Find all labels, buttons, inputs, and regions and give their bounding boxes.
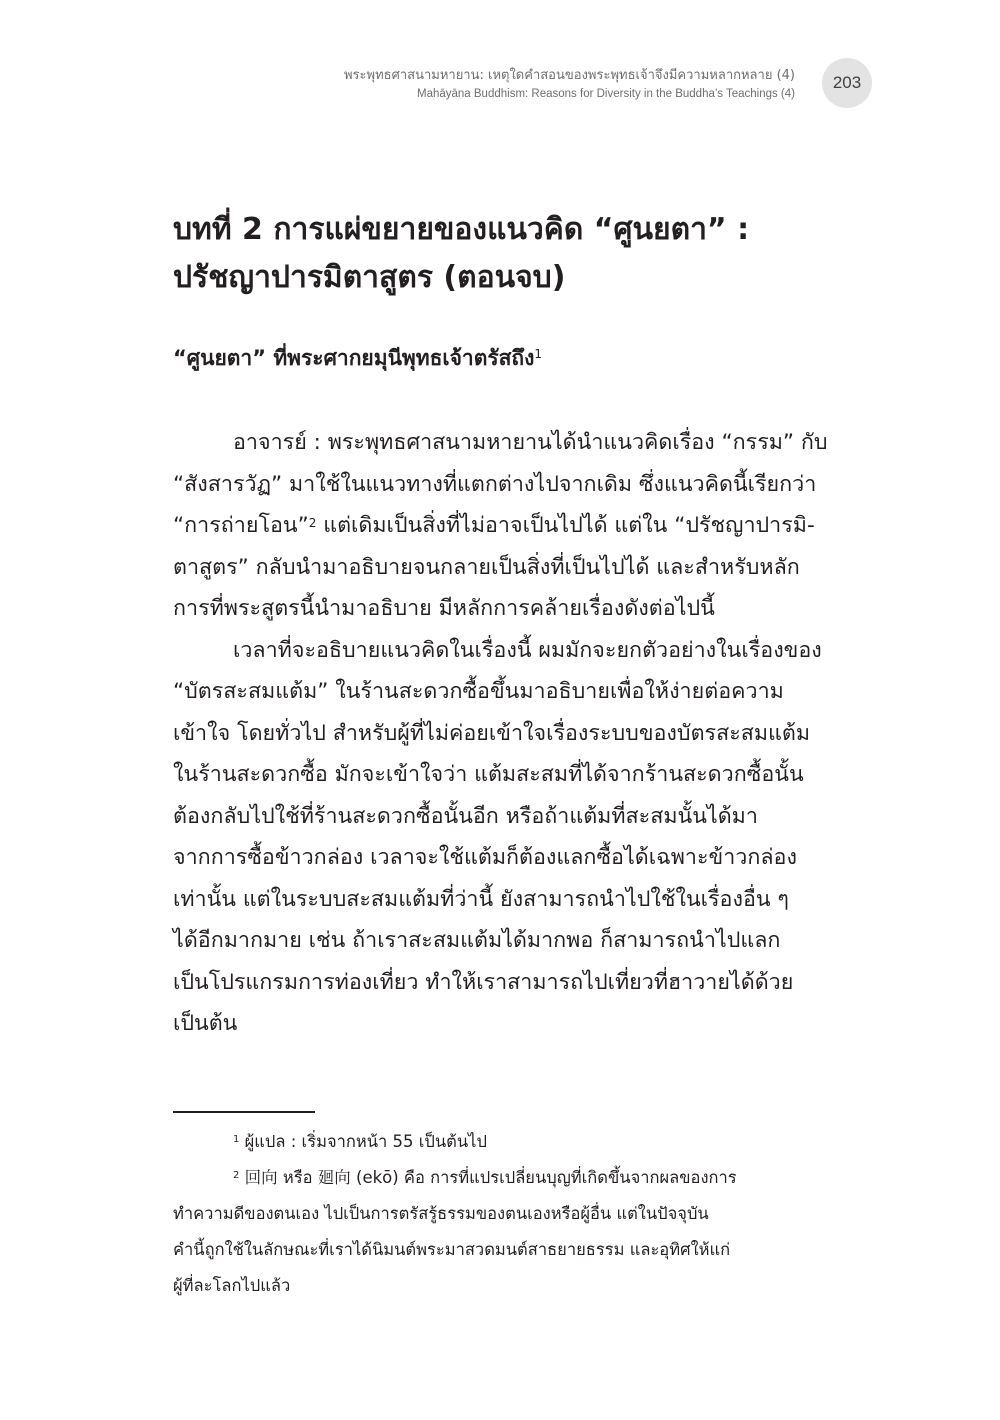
footnote-2-line-4: ผู้ที่ละโลกไปแล้ว	[173, 1276, 291, 1295]
paragraph-2-line-10: เป็นต้น	[173, 1011, 238, 1036]
footnote-2-line-3: คำนี้ถูกใช้ในลักษณะที่เราได้นิมนต์พระมาสวดมนต์สาธยายธรรม และอุทิศให้แก่	[173, 1240, 731, 1259]
section-heading-text: “ศูนยตา” ที่พระศากยมุนีพุทธเจ้าตรัสถึง	[173, 346, 535, 370]
footnote-1	[173, 1124, 863, 1160]
footnote-1-marker: 1	[233, 1134, 240, 1145]
paragraph-2-line-1: เวลาที่จะอธิบายแนวคิดในเรื่องนี้ ผมมักจะยกตัวอย่างในเรื่องของ	[233, 637, 822, 663]
page-number-badge	[822, 58, 872, 108]
paragraph-2-line-4: ในร้านสะดวกซื้อ มักจะเข้าใจว่า แต้มสะสมที่ได้จากร้านสะดวกซื้อนั้น	[173, 762, 804, 787]
paragraph-1-line-4: ตาสูตร” กลับนำมาอธิบายจนกลายเป็นสิ่งที่เป็นไปได้ และสำหรับหลัก	[173, 554, 800, 580]
paragraph-2-line-5: ต้องกลับไปใช้ที่ร้านสะดวกซื้อนั้นอีก หรือถ้าแต้มที่สะสมนั้นได้มา	[173, 803, 758, 829]
body-text	[173, 422, 863, 1045]
footnote-2-line-2: ทำความดีของตนเอง ไปเป็นการตรัสรู้ธรรมของตนเองหรือผู้อื่น แต่ในปัจจุบัน	[173, 1204, 709, 1223]
running-header-thai-title: พระพุทธศาสนามหายาน: เหตุใดคำสอนของพระพุทธเจ้าจึงมีความหลากหลาย (4)	[343, 68, 795, 83]
paragraph-1-line-3	[173, 505, 863, 547]
running-header-english-title: Mahāyāna Buddhism: Reasons for Diversity in the Buddha’s Teachings (4)	[416, 88, 795, 100]
paragraph-2-line-9: เป็นโปรแกรมการท่องเที่ยว ทำให้เราสามารถไปเที่ยวที่ฮาวายได้ด้วย	[173, 969, 794, 995]
paragraph-2-line-6: จากการซื้อข้าวกล่อง เวลาจะใช้แต้มก็ต้องแลกซื้อได้เฉพาะข้าวกล่อง	[173, 845, 797, 870]
footnotes	[173, 1124, 863, 1304]
paragraph-1-line-3-end: แต่เดิมเป็นสิ่งที่ไม่อาจเป็นไปได้ แต่ใน “ปรัชญาปารมิ-	[316, 513, 815, 538]
chapter-title	[173, 206, 853, 302]
footnote-1-text: ผู้แปล : เริ่มจากหน้า 55 เป็นต้นไป	[244, 1132, 487, 1151]
paragraph-1-line-5: การที่พระสูตรนี้นำมาอธิบาย มีหลักการคล้ายเรื่องดังต่อไปนี้	[173, 596, 715, 621]
chapter-title-line-2: ปรัชญาปารมิตาสูตร (ตอนจบ)	[173, 260, 566, 295]
footnote-2-line-1	[173, 1160, 863, 1196]
paragraph-2-line-7: เท่านั้น แต่ในระบบสะสมแต้มที่ว่านี้ ยังสามารถนำไปใช้ในเรื่องอื่น ๆ	[173, 886, 789, 912]
footnote-ref-2: 2	[308, 516, 317, 530]
section-heading	[173, 338, 542, 378]
chapter-title-line-1: บทที่ 2 การแผ่ขยายของแนวคิด “ศูนยตา” :	[173, 212, 750, 247]
paragraph-1-line-3-start: “การถ่ายโอน”	[173, 513, 309, 538]
paragraph-2-line-8: ได้อีกมากมาย เช่น ถ้าเราสะสมแต้มได้มากพอ ก็สามารถนำไปแลก	[173, 928, 781, 953]
paragraph-2-line-2: “บัตรสะสมแต้ม” ในร้านสะดวกซื้อขึ้นมาอธิบายเพื่อให้ง่ายต่อความ	[173, 679, 784, 704]
page-number: 203	[832, 73, 862, 92]
footnote-2-text-line-1: 回向 หรือ 廻向 (ekō) คือ การที่แปรเปลี่ยนบุญที่เกิดขึ้นจากผลของการ	[244, 1168, 737, 1187]
running-header	[344, 66, 795, 102]
paragraph-2-line-3: เข้าใจ โดยทั่วไป สำหรับผู้ที่ไม่ค่อยเข้าใจเรื่องระบบของบัตรสะสมแต้ม	[173, 720, 811, 746]
footnote-divider	[173, 1111, 315, 1113]
footnote-2-marker: 2	[233, 1170, 240, 1181]
paragraph-1-line-1: อาจารย์ : พระพุทธศาสนามหายานได้นำแนวคิดเรื่อง “กรรม” กับ	[233, 430, 828, 455]
paragraph-1-line-2: “สังสารวัฏ” มาใช้ในแนวทางที่แตกต่างไปจากเดิม ซึ่งแนวคิดนี้เรียกว่า	[173, 471, 817, 497]
footnote-ref-1: 1	[534, 347, 543, 361]
